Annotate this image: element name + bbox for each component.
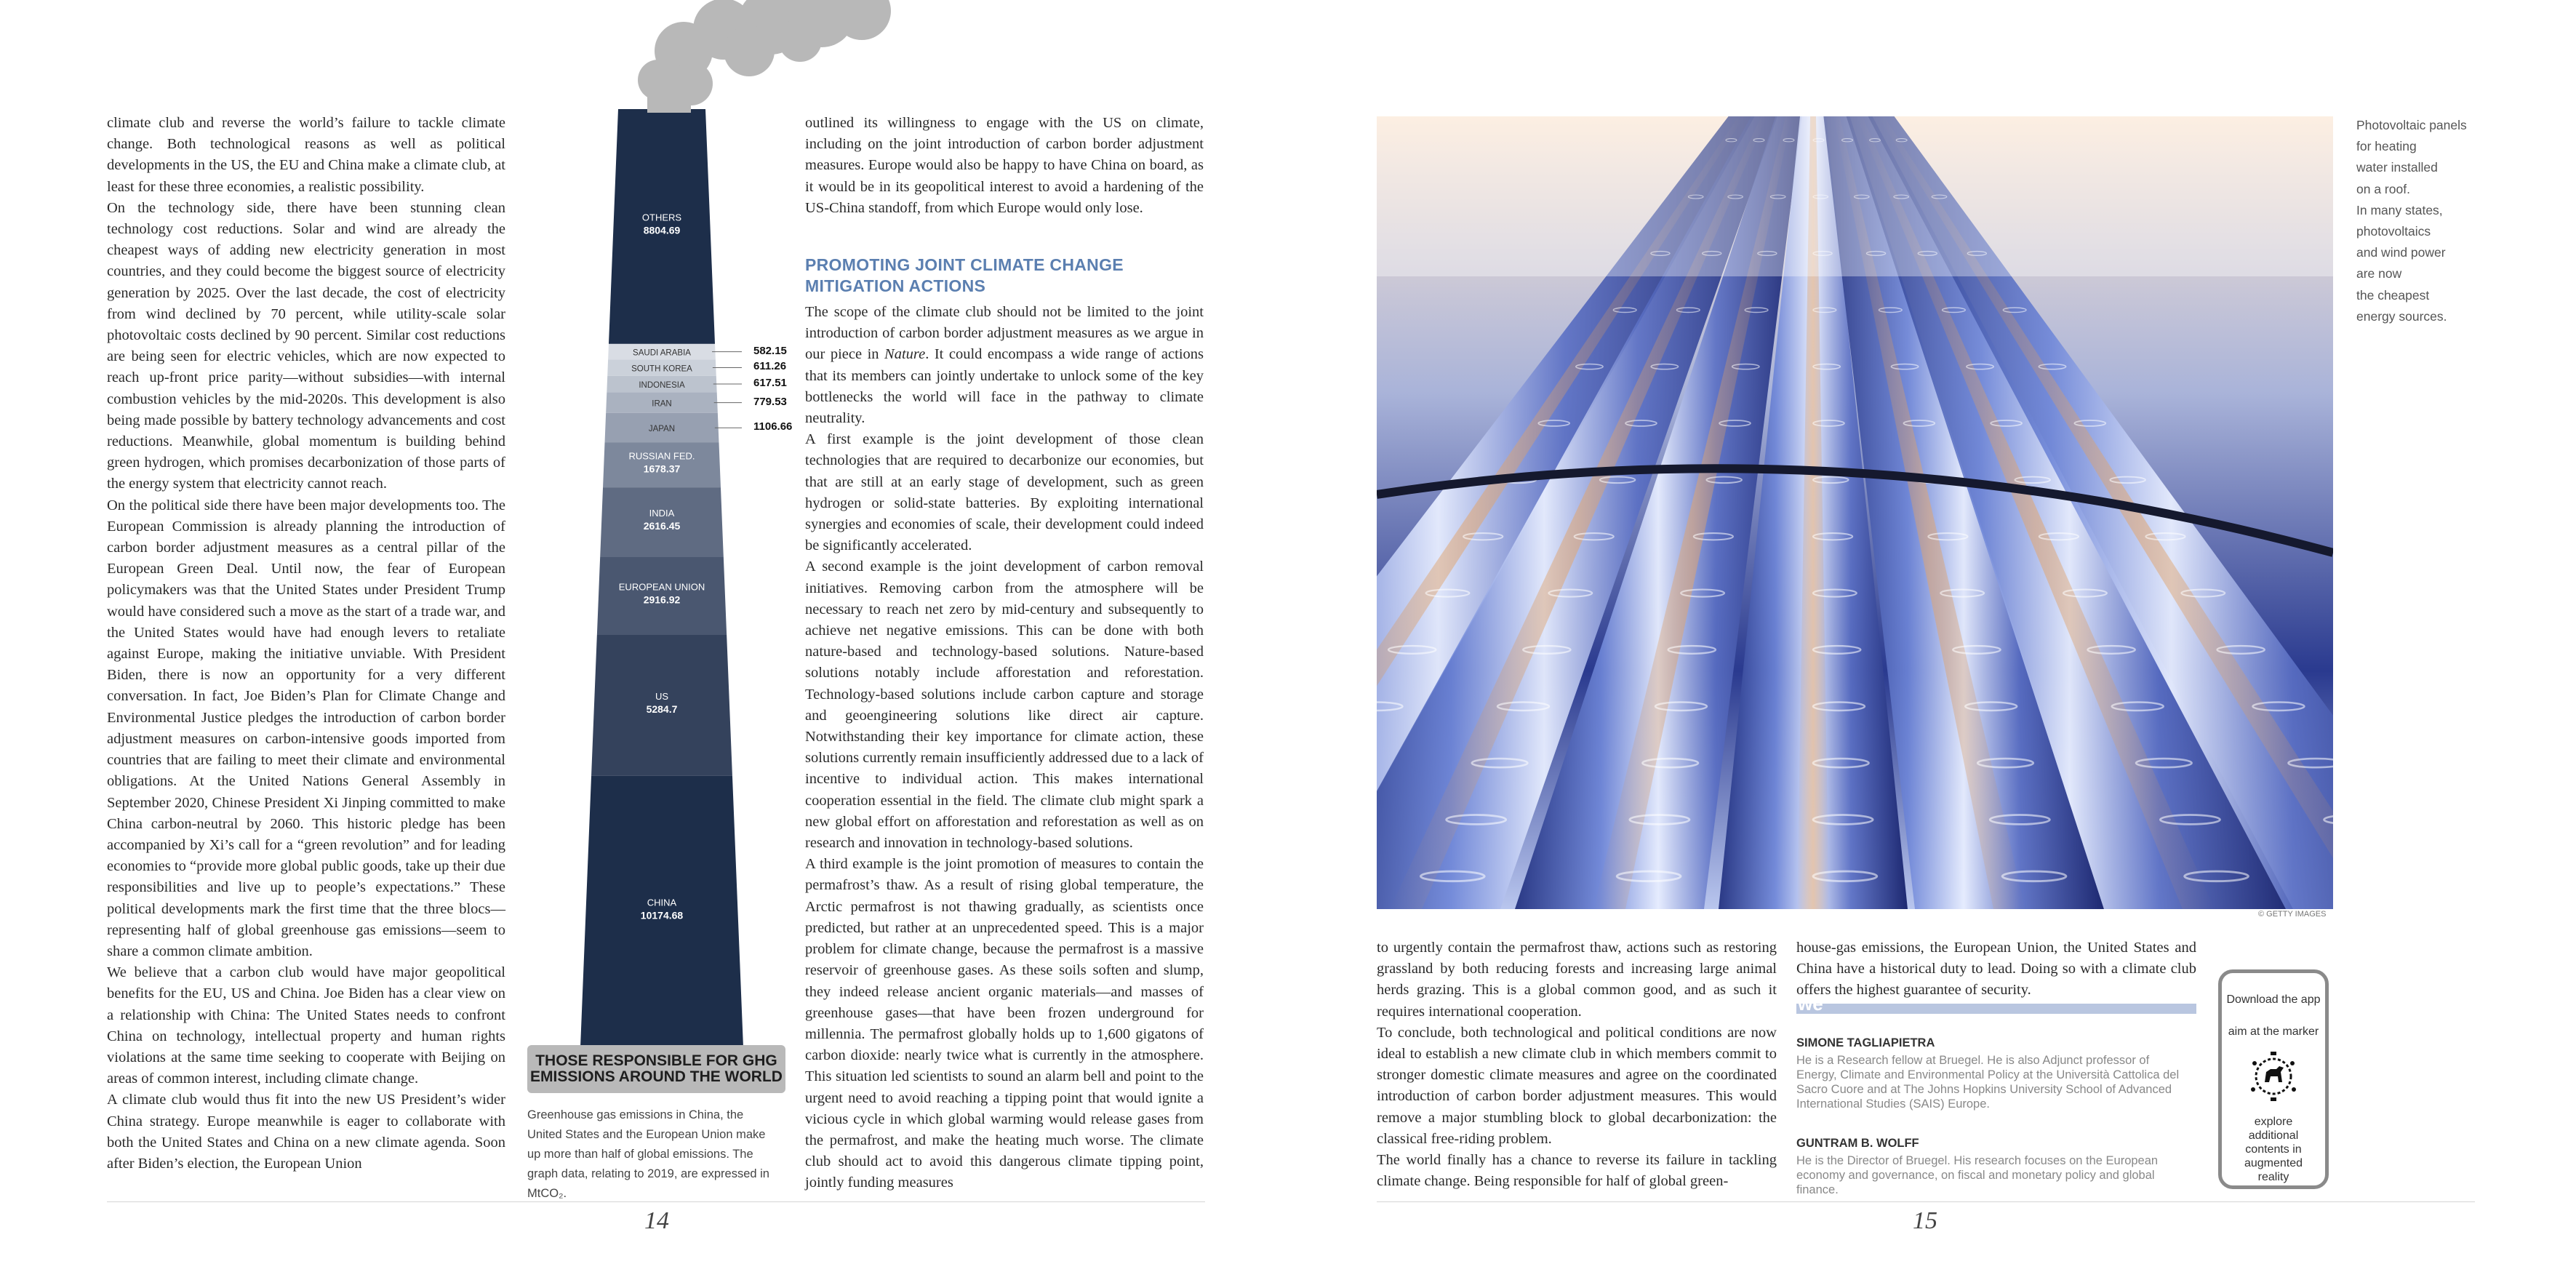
paragraph: A third example is the joint promotion of measures to contain the permafrost’s thaw. As a result of rising global temperature, the Arctic permafrost is not thawing gradually, as scientists once predicted, but rather at an unprecedented speed. This is a major problem for climate change, because the permafrost is a massive reservoir of greenhouse gases. As these soils soften and slump, they indeed release ancient organic materials—and masses of greenhouse gases—that have been frozen underground for millennia. The permafrost globally holds up to 1,600 gigatons of carbon dioxide: nearly twice what is currently in the atmosphere. This situation led scientists to sound an alarm bell and point to the urgent need to avoid reaching a tipping point that would ignite a vicious cycle in which global warming would release gases from the permafrost, and make the heating much worse. The climate club should act to avoid this dangerous climate tipping point, jointly funding measures — [805, 856, 1204, 1191]
photo-caption — [2356, 115, 2480, 327]
caption-line: energy sources. — [2356, 308, 2447, 324]
we-label: we — [1798, 993, 1823, 1015]
segment-value: 5284.7 — [646, 703, 678, 715]
caption-line: water installed — [2356, 160, 2438, 175]
paragraph: outlined its willingness to engage with the US on climate, including on the joint introduction of carbon border adjustment measures. Europe would also be happy to have China on board, as it would be in its geopolitical interest to avoid a hardening of the US-China standoff, from which Europe would only lose. — [805, 115, 1204, 216]
author-name: SIMONE TAGLIAPIETRA — [1796, 1036, 1935, 1049]
paragraph: On the political side there have been major developments too. The European Commission is already planning the introduction of carbon border adjustment measures as a central pillar of the European Green Deal. Until now, the fear of European policymakers was that the United States under President Trump would have considered such a move as the start of a trade war, and the United States would have had enough levers to retaliate against Europe, making the initiative unviable. With President Biden, there is now an opportunity for a very different conversation. In fact, Joe Biden’s Plan for Climate Change and Environmental Justice pledges the introduction of carbon border adjustment measures on carbon-intensive goods imported from countries that are failing to meet their climate and environmental obligations. At the United Nations General Assembly in September 2020, Chinese President Xi Jinping committed to make China carbon-neutral by 2060. This historic pledge has been accompanied by Xi’s call for a “green revolution” and for leading economies to “provide more global public goods, take up their due responsibilities and live up to people’s expectations.” These political developments mark the first time that the three blocs—representing half of global greenhouse gas emissions—seem to share a common climate ambition. — [107, 497, 505, 959]
page-rule-right — [1377, 1201, 2475, 1202]
paragraph: A second example is the joint development of carbon removal initiatives. Removing carbon from the atmosphere will be necessary to reach net zero by mid-century and subsequently to achieve net negative emissions. This can be done with both nature-based and technology-based solutions. Nature-based solutions notably include afforestation and reforestation. Technology-based solutions include carbon capture and storage and geoengineering solutions like direct air capture. Notwithstanding their key importance for climate action, these solutions currently remain insufficiently addressed due to a lack of incentive to individual action. This makes international cooperation essential in the field. The climate club might spark a new global effort on afforestation and reforestation as well as on research and innovation in technology-based solutions. — [805, 559, 1204, 852]
section-heading: PROMOTING JOINT CLIMATE CHANGE MITIGATION ACTIONS — [805, 255, 1124, 295]
caption-line: and wind power — [2356, 245, 2446, 260]
segment-label: INDIA — [649, 508, 675, 519]
paragraph: To conclude, both technological and political conditions are now ideal to establish a new climate club in which members commit to stronger domestic climate measures and agree on the coordinated introduction of carbon border adjustment measures. This would remove a major stumbling block to global decarbonization: the classical free-riding problem. — [1377, 1024, 1777, 1147]
segment-label: JAPAN — [648, 425, 676, 434]
caption-line: are now — [2356, 266, 2402, 281]
page-rule-left — [107, 1201, 1205, 1202]
segment-value: 10174.68 — [640, 909, 684, 921]
paragraph: We believe that a carbon club would have major geopolitical benefits for the EU, US and China. Joe Biden has a clear view on a relationship with China: The United States needs to confront China on technology, intellectual property and human rights violations at the same time seeking to cooperate with Beijing on areas of common interest, including climate change. — [107, 964, 505, 1087]
ar-marker-icon — [2244, 1047, 2303, 1105]
paragraph: A climate club would thus fit into the new US President’s wider China strategy. Europe meanwhile is eager to collaborate with both the United States and China on a new climate agenda. Soon after Biden’s election, the European Union — [107, 1092, 505, 1172]
we-section-bar — [1796, 1004, 2196, 1014]
segment-label: SAUDI ARABIA — [633, 348, 691, 358]
page-number-left: 14 — [644, 1207, 669, 1234]
paragraph: to urgently contain the permafrost thaw, actions such as restoring grassland by both reducing forests and increasing large animal herds grazing. This is a global common good, and as such it requires international cooperation. — [1377, 940, 1777, 1020]
segment-value-external: 1106.66 — [753, 420, 793, 433]
paragraph — [805, 302, 1204, 429]
segment-value-external: 617.51 — [753, 377, 787, 389]
author-name: GUNTRAM B. WOLFF — [1796, 1137, 1919, 1150]
explore-contents-text: explore additional contents in augmented reality — [2244, 1116, 2303, 1183]
segment-value: 8804.69 — [643, 224, 681, 236]
paragraph: The world finally has a chance to reverse its failure in tackling climate change. Being responsible for half of global green- — [1377, 1152, 1777, 1190]
chart-title: THOSE RESPONSIBLE FOR GHG EMISSIONS AROUND THE WORLD — [527, 1045, 785, 1093]
author-bio: He is the Director of Bruegel. His research focuses on the European economy and governance, on fiscal and monetary policy and global finance. — [1796, 1154, 2159, 1196]
paragraph: On the technology side, there have been stunning clean technology cost reductions. Solar and wind are already the cheapest ways of adding new electricity generation in most countries, and they could become the biggest source of electricity generation by 2025. Over the last decade, the cost of electricity from wind declined by 70 percent, while utility-scale solar photovoltaic costs declined by 90 percent. Similar cost reductions are being seen for electric vehicles, which are now expected to reach up-front price parity—without subsidies—with internal combustion vehicles by the mid-2020s. This development is also being made possible by battery technology advancements and cost reductions. Meanwhile, global momentum is building behind green hydrogen, which promises decarbonization of those parts of the energy system that electricity cannot reach. — [107, 199, 505, 492]
article-column-2-top — [805, 113, 1204, 219]
aim-marker-text: aim at the marker — [2228, 1025, 2319, 1038]
ar-app-box — [2218, 969, 2329, 1189]
photovoltaic-tubes-photo — [1377, 116, 2333, 909]
segment-label: SOUTH KOREA — [631, 364, 692, 374]
caption-line: photovoltaics — [2356, 224, 2431, 239]
segment-value: 1678.37 — [643, 463, 681, 475]
text-run: . It could encompass a wide range of actions that its members can jointly undertake to unlock some of the key bottlenecks the world will face in the pathway to climate neutrality. — [805, 346, 1204, 427]
segment-label: OTHERS — [641, 212, 682, 223]
author-1 — [1796, 1036, 2189, 1111]
journal-name: Nature — [884, 346, 926, 363]
smoke-cloud-icon — [604, 0, 909, 120]
segment-value-external: 582.15 — [753, 344, 787, 357]
article-column-1 — [107, 113, 505, 1175]
article-column-2-body — [805, 302, 1204, 1194]
download-app-text: Download the app — [2226, 993, 2321, 1006]
emissions-chimney-chart — [575, 109, 749, 1047]
segment-label: CHINA — [647, 897, 677, 908]
text-run: The scope of the climate club should not be limited to the joint introduction of carbon border adjustment measures as we argue in our piece in — [805, 304, 1204, 363]
author-bio: He is a Research fellow at Bruegel. He is also Adjunct professor of Energy, Climate and Environmental Policy at the Università Cattolica del Sacro Cuore and at The Johns Hopkins University School of Advanced International Studies (SAIS) Europe. — [1796, 1054, 2180, 1111]
segment-label: IRAN — [652, 399, 672, 409]
paragraph: climate club and reverse the world’s failure to tackle climate change. Both technological reasons as well as political developments in the US, the EU and China make a climate club, at least for these three economies, a realistic possibility. — [107, 115, 505, 195]
segment-value: 2616.45 — [643, 520, 681, 532]
segment-label: INDONESIA — [639, 381, 685, 391]
segment-value: 2916.92 — [643, 593, 681, 606]
chart-caption: Greenhouse gas emissions in China, the United States and the European Union make up more than half of global emissions. The graph data, relating to 2019, are expressed in MtCO₂. — [527, 1108, 769, 1200]
page-number-right: 15 — [1913, 1207, 1937, 1234]
author-2 — [1796, 1137, 2189, 1197]
caption-line: for heating — [2356, 139, 2417, 154]
caption-line: Photovoltaic panels — [2356, 118, 2467, 132]
caption-line: the cheapest — [2356, 287, 2430, 303]
segment-value-external: 611.26 — [753, 360, 787, 373]
segment-label: EUROPEAN UNION — [618, 581, 705, 593]
article-column-3 — [1377, 937, 1777, 1192]
article-column-4: house-gas emissions, the European Union, the United States and China have a historical duty to lead. Doing so with a climate club offers the highest guarantee of security. — [1796, 940, 2196, 999]
segment-label: RUSSIAN FED. — [628, 450, 695, 462]
photo-credit: © GETTY IMAGES — [2258, 910, 2327, 919]
caption-line: on a roof. — [2356, 181, 2410, 196]
segment-label: US — [655, 690, 669, 702]
paragraph: A first example is the joint development of those clean technologies that are required to decarbonize our economies, but that are still at an early stage of development, such as green hydrogen or solid-state batteries. By exploiting international synergies and economies of scale, their development could indeed be significantly accelerated. — [805, 431, 1204, 554]
caption-line: In many states, — [2356, 202, 2443, 217]
segment-value-external: 779.53 — [753, 395, 787, 408]
